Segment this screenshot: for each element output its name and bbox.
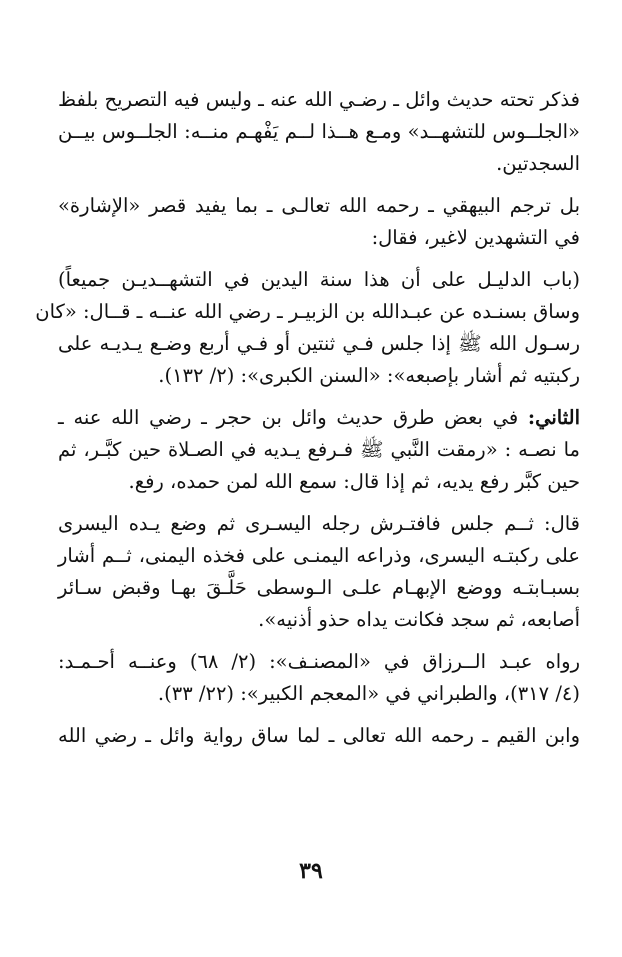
text-line-10: الثاني: في بعض طرق حديث وائل بن حجر ـ رضي الله عنه ـ — [58, 406, 580, 429]
text-line-7: وساق بسنـده عن عبـدالله بن الزبيـر ـ رضي الله عنــه ـ قــال: «كان — [35, 300, 580, 323]
paragraph-gap — [58, 498, 580, 508]
text-line-1: فذكر تحته حديث وائل ـ رضـي الله عنه ـ وليس فيه التصريح بلفظ — [58, 88, 580, 111]
paragraph-gap — [58, 392, 580, 402]
text-line-2: «الجلــوس للتشهــد» ومـع هــذا لــم يَفْهـم منــه: الجلــوس بيــن — [58, 120, 580, 143]
text-line-12: حين كبَّر رفع يديه، ثم إذا قال: سمع الله لمن حمده، رفع. — [128, 470, 580, 493]
paragraph-gap — [58, 180, 580, 190]
text-line-13: قال: ثــم جلس فافتـرش رجله اليسـرى ثم وضع يـده اليسرى — [58, 512, 580, 535]
text-line-15: بسبـابتـه ووضع الإبهـام علـى الـوسطى حَلَّـقَ بهـا وقبض سـائر — [58, 576, 580, 599]
text-line-19: وابن القيم ـ رحمه الله تعالى ـ لما ساق رواية وائل ـ رضي الله — [58, 724, 580, 747]
text-line-9: ركبتيه ثم أشار بإصبعه»: «السنن الكبرى»: (٢/ ١٣٢). — [158, 364, 580, 387]
paragraph-gap — [58, 710, 580, 720]
paragraph-gap — [58, 636, 580, 646]
section-heading-label: الثاني: — [527, 406, 580, 429]
text-line-5: في التشهدين لاغير، فقال: — [371, 226, 580, 249]
text-line-16: أصابعه، ثم سجد فكانت يداه حذو أذنيه». — [258, 608, 580, 631]
text-line-8: رسـول الله ﷺ إذا جلس فـي ثنتين أو فـي أربع وضـع يـديـه على — [58, 332, 580, 355]
text-line-3: السجدتين. — [496, 152, 580, 175]
text-line-18: (٤/ ٣١٧)، والطبراني في «المعجم الكبير»: (٢٢/ ٣٣). — [157, 682, 580, 705]
document-page — [35, 84, 580, 752]
text-line-11: ما نصـه : «رمقت النَّبي ﷺ فـرفع يـديه في الصـلاة حين كبَّـر، ثم — [58, 438, 580, 461]
page-number: ٣٩ — [299, 858, 323, 884]
text-line-6: (باب الدليـل على أن هذا سنة اليدين في التشهــديـن جميعاً) — [58, 268, 580, 291]
text-line-17: رواه عبـد الــرزاق في «المصنـف»: (٢/ ٦٨) وعنــه أحـمـد: — [58, 650, 580, 673]
text-line-14: على ركبتـه اليسرى، وذراعه اليمنـى على فخذه اليمنى، ثــم أشار — [58, 544, 580, 567]
paragraph-gap — [58, 254, 580, 264]
text-line-4: بل ترجم البيهقي ـ رحمه الله تعالـى ـ بما يفيد قصر «الإشارة» — [58, 194, 580, 217]
